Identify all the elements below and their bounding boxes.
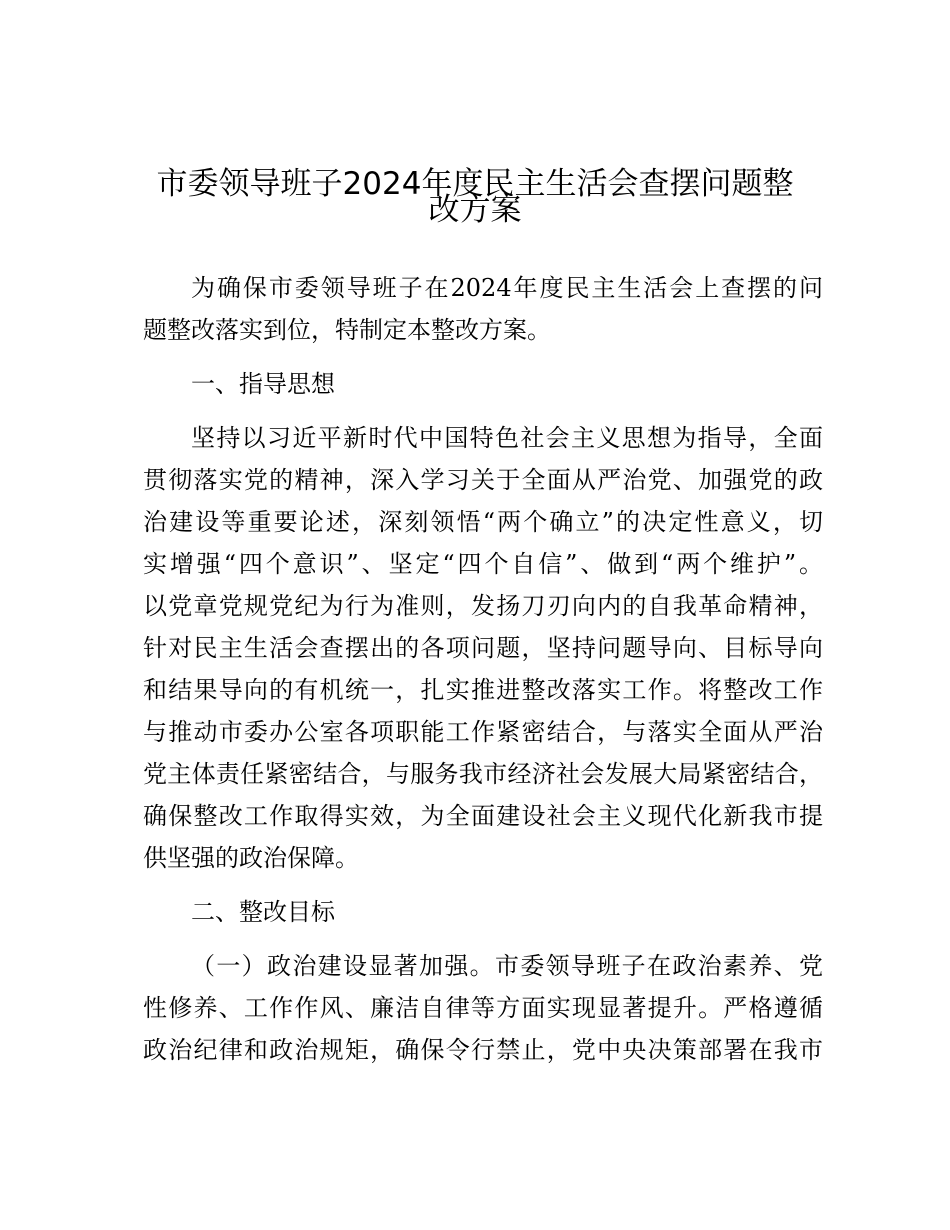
paragraph-line: 与推动市委办公室各项职能工作紧密结合，与落实全面从严治	[143, 718, 823, 746]
paragraph-line: 贯彻落实党的精神，深入学习关于全面从严治党、加强党的政	[143, 466, 823, 494]
paragraph-line: 和结果导向的有机统一，扎实推进整改落实工作。将整改工作	[143, 676, 823, 704]
paragraph-line: 政治纪律和政治规矩，确保令行禁止，党中央决策部署在我市	[143, 1036, 823, 1064]
paragraph-line: 实增强“四个意识”、坚定“四个自信”、做到“两个维护”。	[143, 550, 823, 578]
paragraph-line: （一）政治建设显著加强。市委领导班子在政治素养、党	[191, 952, 823, 980]
paragraph-line: 确保整改工作取得实效，为全面建设社会主义现代化新我市提	[143, 802, 823, 830]
section-heading-guiding-thought: 一、指导思想	[191, 370, 335, 398]
paragraph-line: 坚持以习近平新时代中国特色社会主义思想为指导，全面	[191, 424, 823, 452]
document-title-line-1: 市委领导班子2024年度民主生活会查摆问题整	[156, 166, 794, 202]
paragraph-line: 性修养、工作作风、廉洁自律等方面实现显著提升。严格遵循	[143, 994, 823, 1022]
paragraph-line: 针对民主生活会查摆出的各项问题，坚持问题导向、目标导向	[143, 634, 823, 662]
paragraph-line: 供坚强的政治保障。	[143, 844, 359, 872]
paragraph-line: 以党章党规党纪为行为准则，发扬刀刃向内的自我革命精神，	[143, 592, 823, 620]
intro-line-1: 为确保市委领导班子在2024年度民主生活会上查摆的问	[191, 274, 823, 302]
section-heading-rectification-goals: 二、整改目标	[191, 898, 335, 926]
paragraph-line: 党主体责任紧密结合，与服务我市经济社会发展大局紧密结合，	[143, 760, 823, 788]
paragraph-line: 治建设等重要论述，深刻领悟“两个确立”的决定性意义，切	[143, 508, 823, 536]
intro-line-2: 题整改落实到位，特制定本整改方案。	[143, 316, 551, 344]
document-title-line-2: 改方案	[428, 192, 522, 228]
